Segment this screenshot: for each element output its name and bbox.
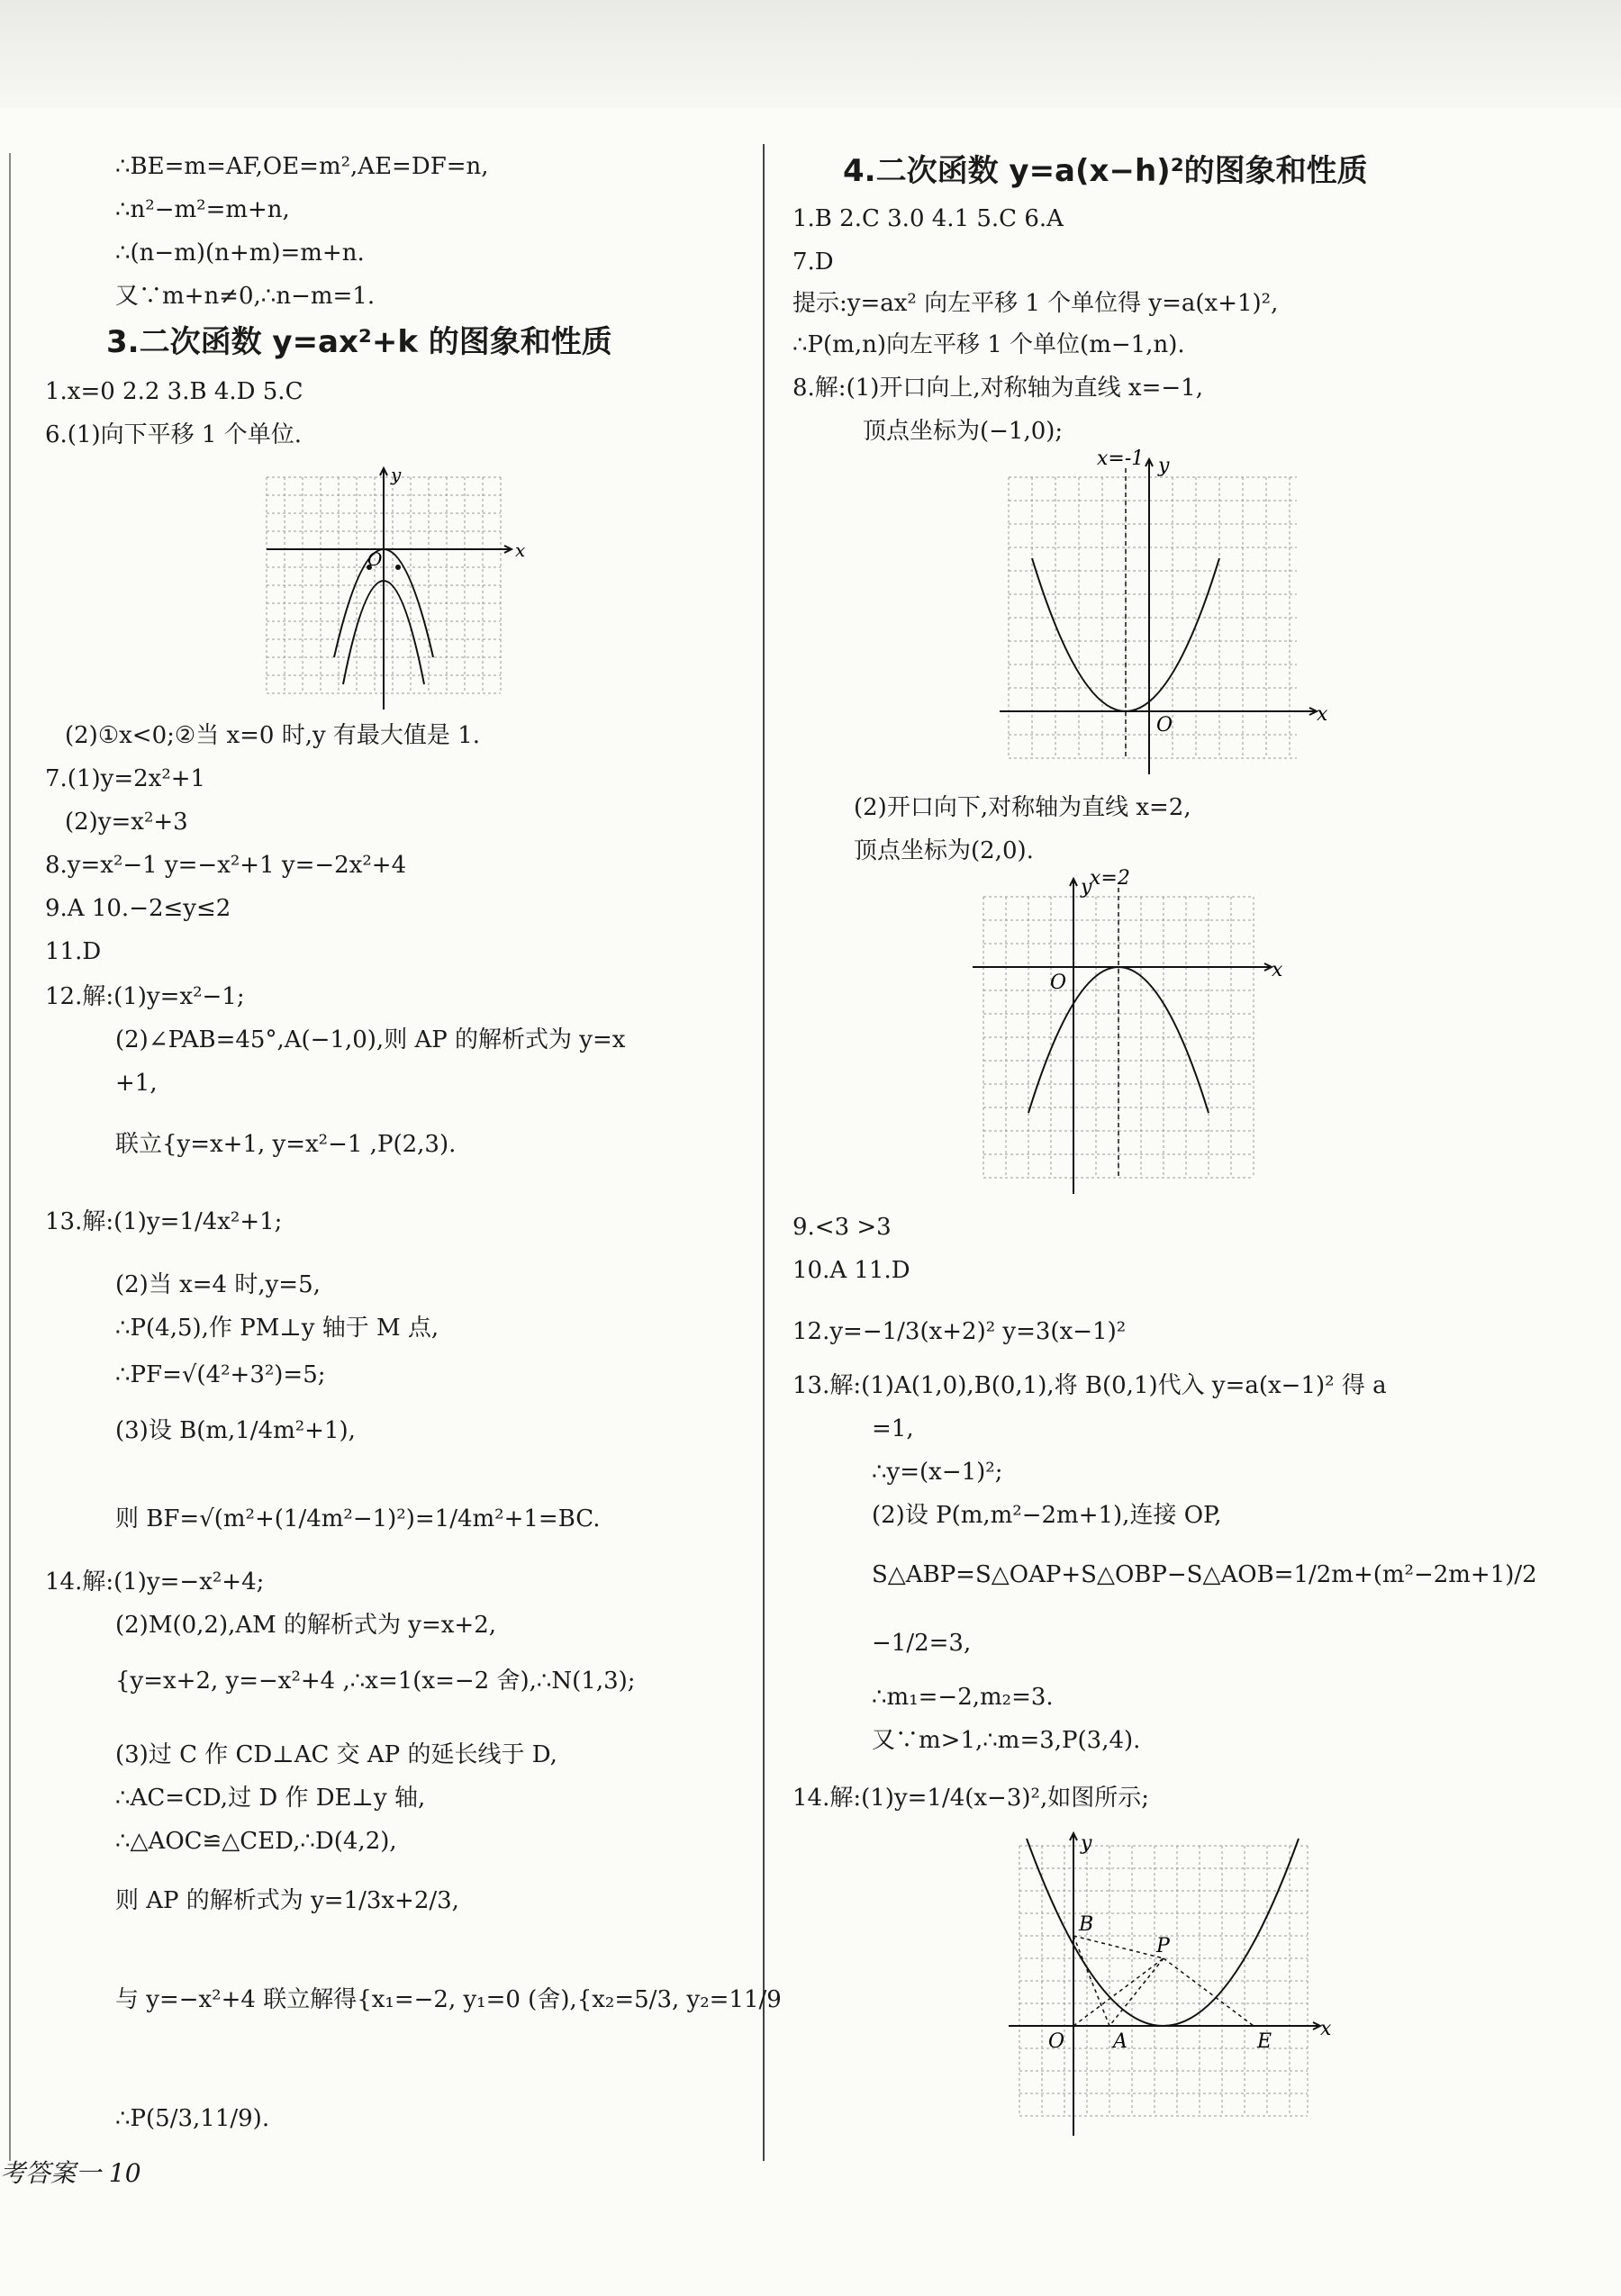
graph-section4-q8-1 [1000,447,1328,783]
text-line: ∴P(5/3,11/9). [115,2105,270,2132]
text-line: +1, [115,1070,158,1097]
text-line: 1.x=0 2.2 3.B 4.D 5.C [45,378,303,405]
text-line: (2)y=x²+3 [65,809,188,836]
text-line: ∴P(4,5),作 PM⊥y 轴于 M 点, [115,1315,439,1342]
text-line: 11.D [45,938,102,965]
text-line: 又∵m+n≠0,∴n−m=1. [115,283,376,310]
text-line: S△ABP=S△OAP+S△OBP−S△AOB=1/2m+(m²−2m+1)/2 [872,1561,1537,1588]
text-line: (2)当 x=4 时,y=5, [115,1271,321,1298]
text-line: 14.解:(1)y=1/4(x−3)²,如图所示; [792,1785,1149,1812]
text-line: (2)M(0,2),AM 的解析式为 y=x+2, [115,1612,497,1639]
text-line: ∴△AOC≌△CED,∴D(4,2), [115,1828,397,1855]
text-line: (3)设 B(m,1/4m²+1), [115,1417,356,1444]
axis-x-label: x [1320,2018,1332,2040]
text-line: (2)设 P(m,m²−2m+1),连接 OP, [872,1502,1222,1529]
origin-label: O [1156,714,1173,737]
text-line: ∴AC=CD,过 D 作 DE⊥y 轴, [115,1785,426,1812]
text-line: 7.(1)y=2x²+1 [45,765,206,792]
axis-y-label: y [1081,876,1092,899]
text-line: 则 AP 的解析式为 y=1/3x+2/3, [115,1887,459,1914]
point-a-label: A [1113,2030,1127,2053]
graph-section3-q6 [267,464,573,711]
text-line: 联立{y=x+1, y=x²−1 ,P(2,3). [115,1131,457,1158]
text-line: {y=x+2, y=−x²+4 ,∴x=1(x=−2 舍),∴N(1,3); [115,1668,636,1695]
text-line: (2)开口向下,对称轴为直线 x=2, [854,794,1191,821]
section-4-title: 4.二次函数 y=a(x−h)²的图象和性质 [843,153,1368,189]
point-b-label: B [1079,1913,1094,1936]
left-margin-line [9,153,11,2161]
text-line: 14.解:(1)y=−x²+4; [45,1568,265,1595]
text-line: ∴(n−m)(n+m)=m+n. [115,240,365,267]
column-divider [763,144,765,2161]
symmetry-axis-label: x=2 [1090,867,1130,890]
axis-y-label: y [391,464,402,485]
origin-label: O [367,548,383,570]
text-line: ∴BE=m=AF,OE=m²,AE=DF=n, [115,153,489,180]
axis-y-label: y [1158,455,1170,477]
text-line: (3)过 C 作 CD⊥AC 交 AP 的延长线于 D, [115,1741,557,1768]
text-line: 7.D [792,249,834,276]
text-line: 13.解:(1)A(1,0),B(0,1),将 B(0,1)代入 y=a(x−1)² 得 a [792,1372,1387,1399]
text-line: 8.y=x²−1 y=−x²+1 y=−2x²+4 [45,852,407,879]
text-line: 12.y=−1/3(x+2)² y=3(x−1)² [792,1318,1127,1345]
text-line: ∴P(m,n)向左平移 1 个单位(m−1,n). [792,331,1185,358]
text-line: 9.A 10.−2≤y≤2 [45,895,231,922]
text-line: 又∵m>1,∴m=3,P(3,4). [872,1727,1141,1754]
text-line: ∴n²−m²=m+n, [115,196,290,223]
axis-y-label: y [1081,1832,1092,1855]
graph-section4-q14 [1009,1830,1333,2145]
axis-x-label: x [515,539,526,561]
graph-section4-q8-2 [973,867,1283,1203]
origin-label: O [1050,972,1067,994]
text-line: ∴m₁=−2,m₂=3. [872,1684,1054,1711]
text-line: 提示:y=ax² 向左平移 1 个单位得 y=a(x+1)², [792,290,1279,317]
text-line: 顶点坐标为(−1,0); [863,418,1064,445]
text-line: 10.A 11.D [792,1257,910,1284]
text-line: 8.解:(1)开口向上,对称轴为直线 x=−1, [792,375,1203,402]
origin-label: O [1048,2030,1065,2053]
text-line: 9.<3 >3 [792,1214,892,1241]
text-line: ∴y=(x−1)²; [872,1459,1003,1486]
text-line: 13.解:(1)y=1/4x²+1; [45,1208,283,1235]
symmetry-axis-label: x=-1 [1097,447,1145,470]
text-line: =1, [872,1415,914,1442]
text-line: 顶点坐标为(2,0). [854,837,1034,864]
text-line: −1/2=3, [872,1630,972,1657]
text-line: (2)∠PAB=45°,A(−1,0),则 AP 的解析式为 y=x [115,1026,626,1053]
page-top-shading [0,0,1621,108]
text-line: ∴PF=√(4²+3²)=5; [115,1361,326,1388]
text-line: 则 BF=√(m²+(1/4m²−1)²)=1/4m²+1=BC. [115,1505,601,1532]
section-3-title: 3.二次函数 y=ax²+k 的图象和性质 [106,324,612,360]
axis-x-label: x [1272,959,1283,981]
text-line: 1.B 2.C 3.0 4.1 5.C 6.A [792,205,1064,232]
page-footer: 考答案一 10 [0,2158,141,2188]
text-line: (2)①x<0;②当 x=0 时,y 有最大值是 1. [65,722,481,749]
point-p-label: P [1156,1935,1170,1957]
text-line: 与 y=−x²+4 联立解得{x₁=−2, y₁=0 (舍),{x₂=5/3, y₂=11/9 [115,1986,782,2013]
axis-x-label: x [1317,703,1328,726]
text-line: 12.解:(1)y=x²−1; [45,983,245,1010]
point-e-label: E [1257,2030,1272,2053]
text-line: 6.(1)向下平移 1 个单位. [45,421,302,448]
